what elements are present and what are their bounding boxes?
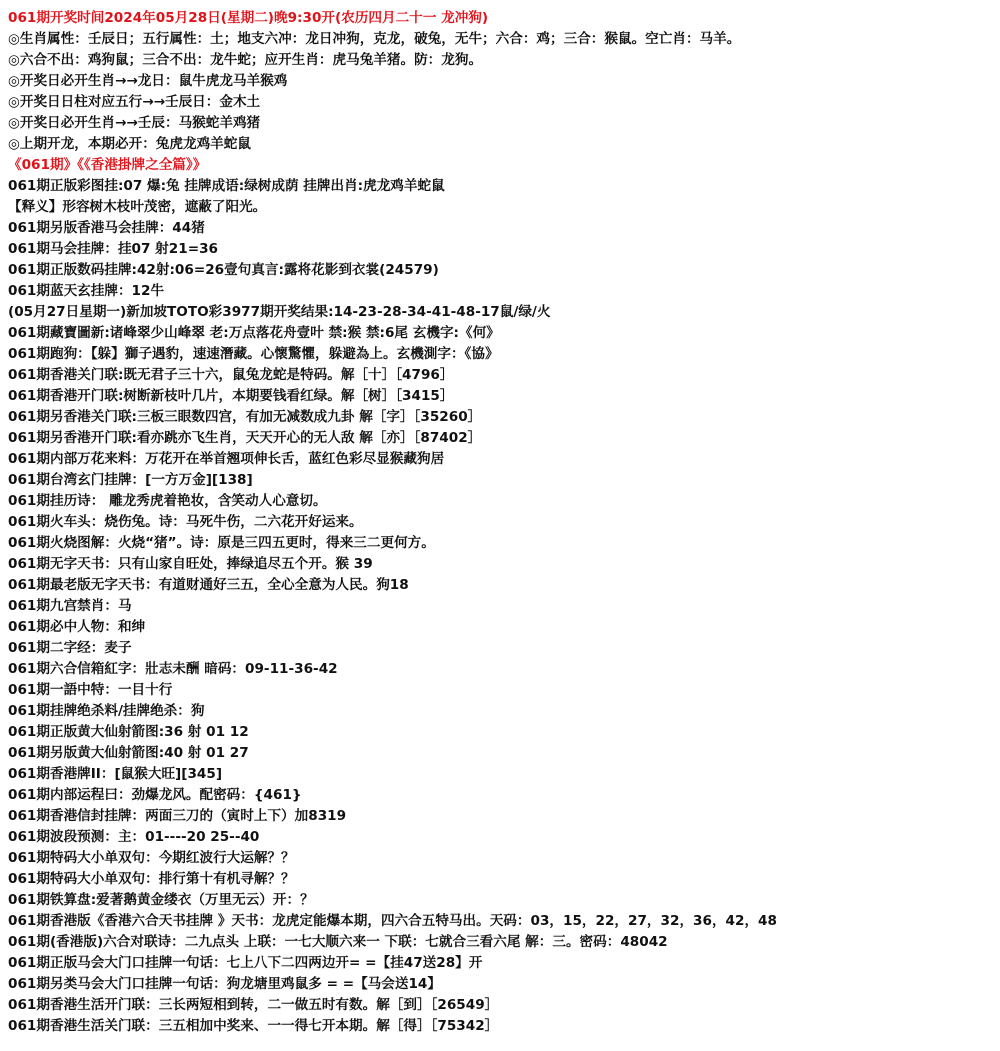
text-line: 061期马会挂牌：挂07 射21=36 <box>8 241 218 257</box>
text-line: 061期一語中特：一目十行 <box>8 682 173 698</box>
text-line: 061期必中人物：和绅 <box>8 619 146 635</box>
text-line: ◎开奖日日柱对应五行→→壬辰日：金木土 <box>8 94 261 110</box>
text-line: 061期(香港版)六合对联诗：二九点头 上联：一七大顺六来一 下联：七就合三看六尾 解：三。密码：48042 <box>8 934 668 950</box>
text-line: 061期最老版无字天书：有道财通好三五，全心全意为人民。狗18 <box>8 577 409 593</box>
text-line: 061期台湾玄门挂牌：[一方万金][138] <box>8 472 253 488</box>
text-line: 061期六合信箱紅字：壯志未酬 暗码：09-11-36-42 <box>8 661 338 677</box>
text-line: 061期特码大小单双句：今期红波行大运解？？ <box>8 850 295 866</box>
text-line: 061期九宫禁肖：马 <box>8 598 132 614</box>
text-line: (05月27日星期一)新加坡TOTO彩3977期开奖结果:14-23-28-34-41-48-17鼠/绿/火 <box>8 304 551 320</box>
text-line: 061期二字经：麦子 <box>8 640 132 656</box>
text-line: 061期另香港开门联:看亦跳亦飞生肖，天天开心的无人敌 解［亦］［87402］ <box>8 430 482 446</box>
text-line: 061期正版彩图挂:07 爆:兔 挂牌成语:绿树成荫 挂牌出肖:虎龙鸡羊蛇鼠 <box>8 178 445 194</box>
text-line: 061期跑狗：【躲】獅子遇豹，速速潛藏。心懷驚懼，躲避為上。玄機測字：《協》 <box>8 346 499 362</box>
text-line: ◎生肖属性：壬辰日；五行属性：土；地支六冲：龙日冲狗，克龙，破兔，无牛；六合：鸡；三合：猴鼠。空亡肖：马羊。 <box>8 31 741 47</box>
text-line: 061期特码大小单双句：排行第十有机寻解？？ <box>8 871 295 887</box>
text-line: 061期内部万花来料：万花开在举首翘项伸长舌，蓝红色彩尽显猴藏狗居 <box>8 451 445 467</box>
text-line: 061期无字天书：只有山家自旺处，捧绿追尽五个开。猴 39 <box>8 556 373 572</box>
text-line: 061期正版马会大门口挂牌一句话：七上八下二四两边开= =【挂47送28】开 <box>8 955 483 971</box>
section-heading: 《061期》《《香港掛牌之全篇》》 <box>8 157 207 173</box>
text-line: 061期香港版《香港六合天书挂牌 》天书：龙虎定能爆本期，四六合五特马出。天码：03，15，22，27，32，36，42，48 <box>8 913 777 929</box>
text-line: 061期蓝天玄挂牌：12牛 <box>8 283 165 299</box>
text-line: 061期香港生活开门联：三长两短相到转，二一做五时有数。解［到］［26549］ <box>8 997 499 1013</box>
text-line: 061期另类马会大门口挂牌一句话：狗龙塘里鸡鼠多 = =【马会送14】 <box>8 976 441 992</box>
text-line: 061期火烧图解：火烧“猪”。诗：原是三四五更时，得来三二更何方。 <box>8 535 435 551</box>
text-line: 061期香港生活关门联：三五相加中奖来、一一得七开本期。解［得］［75342］ <box>8 1018 499 1034</box>
text-line: 061期挂历诗： 雕龙秀虎着艳妆，含笑动人心意切。 <box>8 493 327 509</box>
text-line: 061期挂牌绝杀料/挂牌绝杀：狗 <box>8 703 205 719</box>
document-body <box>8 8 992 1037</box>
text-line: ◎六合不出：鸡狗鼠；三合不出：龙牛蛇；应开生肖：虎马兔羊猪。防：龙狗。 <box>8 52 483 68</box>
text-line: 061期另版香港马会挂牌：44猪 <box>8 220 205 236</box>
text-line: 061期香港关门联:既无君子三十六，鼠兔龙蛇是特码。解［十］［4796］ <box>8 367 454 383</box>
text-line: 061期正版数码挂牌:42射:06=26壹句真言:露将花影到衣裳(24579) <box>8 262 439 278</box>
text-line: 061期藏寶圖新:诸峰翠少山峰翠 老:万点落花舟壹叶 禁:猴 禁:6尾 玄機字:《何》 <box>8 325 500 341</box>
text-line: 061期波段预测：主：01----20 25--40 <box>8 829 260 845</box>
text-line: ◎上期开龙，本期必开：兔虎龙鸡羊蛇鼠 <box>8 136 251 152</box>
text-line: 061期正版黄大仙射箭图:36 射 01 12 <box>8 724 249 740</box>
text-line: ◎开奖日必开生肖→→壬辰：马猴蛇羊鸡猪 <box>8 115 261 131</box>
text-line: 061期内部运程曰：劲爆龙风。配密码：{461} <box>8 787 302 803</box>
text-line: 061期香港开门联:树断新枝叶几片，本期要钱看红绿。解［树］［3415］ <box>8 388 454 404</box>
text-line: 061期另香港关门联:三板三眼数四宫，有加无减数成九卦 解［字］［35260］ <box>8 409 482 425</box>
text-line: 061期铁算盘:爱著鹅黄金缕衣（万里无云）开：？ <box>8 892 314 908</box>
text-line: 061期另版黄大仙射箭图:40 射 01 27 <box>8 745 249 761</box>
text-line: ◎开奖日必开生肖→→龙日：鼠牛虎龙马羊猴鸡 <box>8 73 288 89</box>
text-line: 【释义】形容树木枝叶茂密，遮蔽了阳光。 <box>8 199 267 215</box>
text-line: 061期香港信封挂牌：两面三刀的（寅时上下）加8319 <box>8 808 347 824</box>
text-line: 061期香港牌II：[鼠猴大旺][345] <box>8 766 223 782</box>
text-line: 061期开奖时间2024年05月28日(星期二)晚9:30开(农历四月二十一 龙冲狗) <box>8 10 489 26</box>
text-line: 061期火车头：烧伤兔。诗：马死牛伤，二六花开好运来。 <box>8 514 363 530</box>
